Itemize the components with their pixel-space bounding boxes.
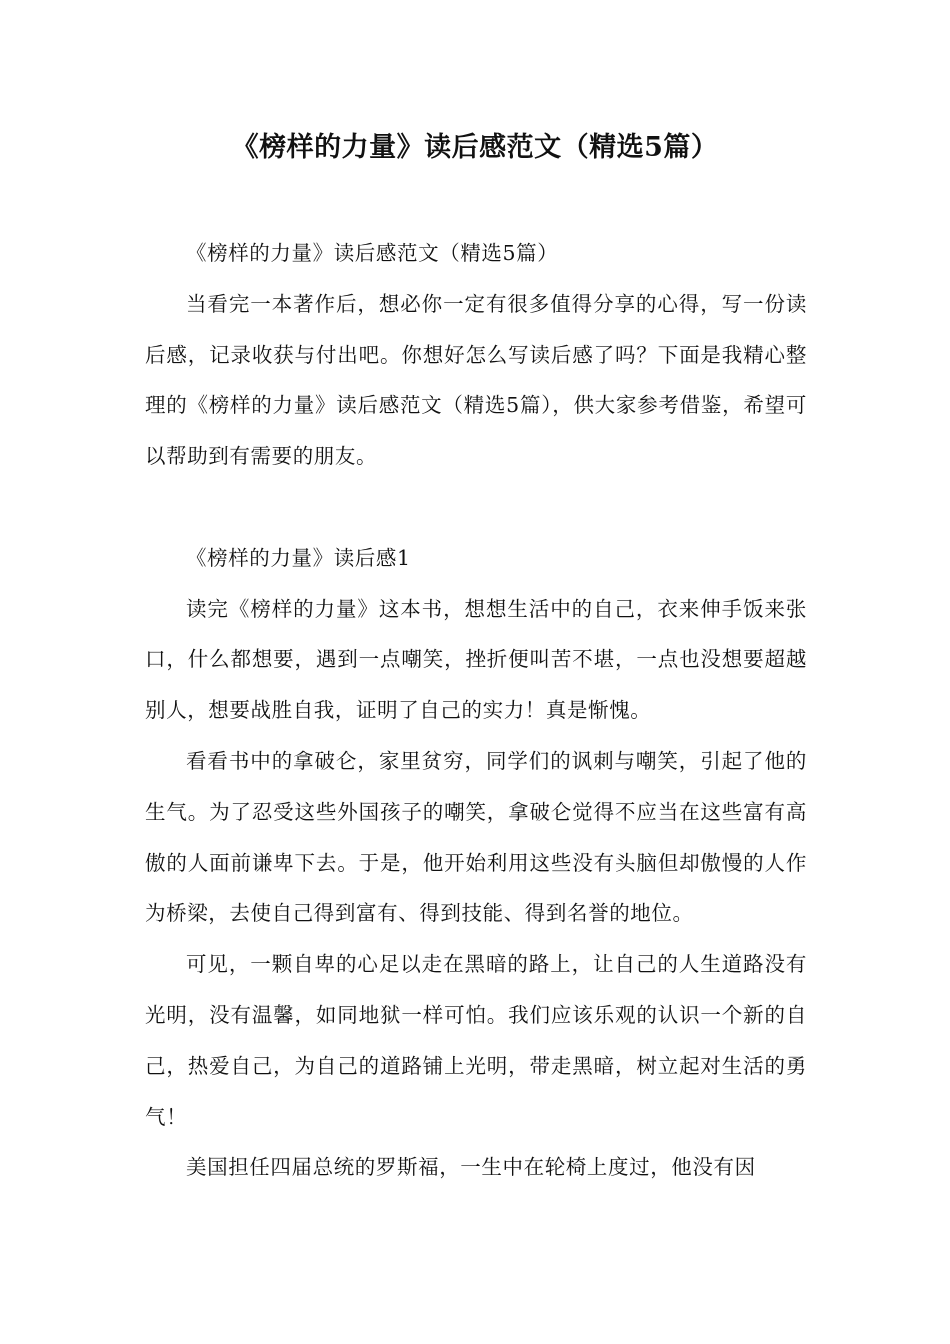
section-spacer [145,482,807,533]
document-body [145,228,807,1193]
body-paragraph: 可见，一颗自卑的心足以走在黑暗的路上，让自己的人生道路没有光明，没有温馨，如同地狱一样可怕。我们应该乐观的认识一个新的自己，热爱自己，为自己的道路铺上光明，带走黑暗，树立起对生活的勇气！ [145,952,807,1129]
intro-paragraph: 当看完一本著作后，想必你一定有很多值得分享的心得，写一份读后感，记录收获与付出吧。你想好怎么写读后感了吗？下面是我精心整理的《榜样的力量》读后感范文（精选5篇），供大家参考借鉴，希望可以帮助到有需要的朋友。 [145,291,807,469]
section-heading: 《榜样的力量》读后感1 [186,545,411,570]
intro-heading: 《榜样的力量》读后感范文（精选5篇） [186,241,559,265]
body-paragraph: 读完《榜样的力量》这本书，想想生活中的自己，衣来伸手饭来张口，什么都想要，遇到一点嘲笑，挫折便叫苦不堪，一点也没想要超越别人，想要战胜自我，证明了自己的实力！真是惭愧。 [145,596,807,723]
document-title: 《榜样的力量》读后感范文（精选5篇） [231,132,719,163]
body-paragraph: 美国担任四届总统的罗斯福，一生中在轮椅上度过，他没有因 [186,1155,756,1180]
body-paragraph: 看看书中的拿破仑，家里贫穷，同学们的讽刺与嘲笑，引起了他的生气。为了忍受这些外国孩子的嘲笑，拿破仑觉得不应当在这些富有高傲的人面前谦卑下去。于是，他开始利用这些没有头脑但却傲慢的人作为桥梁，去使自己得到富有、得到技能、得到名誉的地位。 [145,748,807,926]
